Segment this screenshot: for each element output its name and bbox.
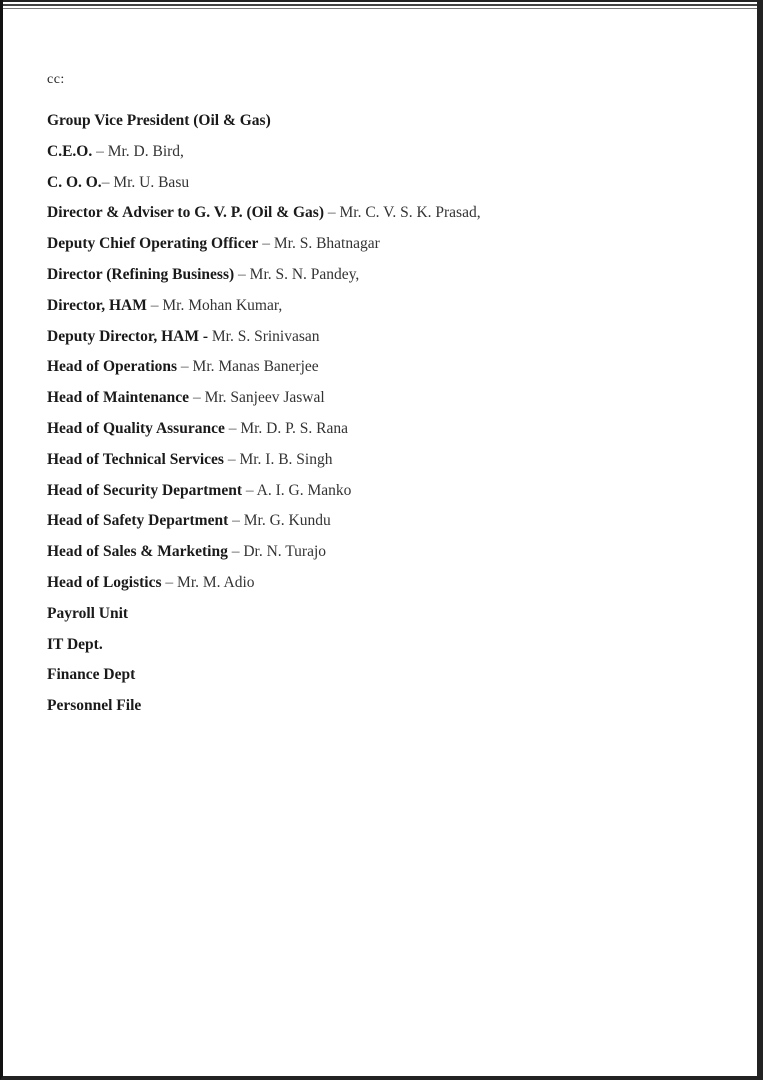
recipient-role: Director & Adviser to G. V. P. (Oil & Gas)	[47, 204, 324, 222]
list-item	[47, 418, 481, 449]
list-item	[47, 634, 481, 665]
recipient-role: Director (Refining Business)	[47, 265, 235, 283]
separator: –	[227, 543, 244, 561]
list-item	[47, 233, 481, 264]
separator: –	[161, 573, 178, 591]
separator: –	[228, 512, 244, 530]
recipient-name: Mr. S. N. Pandey,	[249, 265, 360, 283]
recipient-name: Mr. D. Bird,	[107, 142, 184, 160]
recipient-name: Mr. Mohan Kumar,	[162, 296, 283, 314]
separator: –	[177, 358, 193, 376]
recipient-name: Mr. D. P. S. Rana	[240, 419, 348, 437]
recipient-role: C.E.O.	[47, 142, 93, 160]
recipient-name: Dr. N. Turajo	[243, 543, 327, 561]
separator: –	[189, 389, 205, 407]
separator: –	[223, 450, 240, 468]
list-item	[47, 356, 481, 387]
list-item	[47, 480, 481, 511]
list-item	[47, 664, 481, 695]
recipient-name: Mr. C. V. S. K. Prasad,	[339, 204, 481, 222]
list-item	[47, 326, 481, 357]
recipient-role: Head of Safety Department	[47, 512, 229, 530]
list-item	[47, 387, 481, 418]
recipient-name: Mr. S. Srinivasan	[211, 327, 320, 345]
separator: –	[101, 173, 114, 191]
separator: –	[323, 204, 340, 222]
recipient-role: Director, HAM	[47, 296, 147, 314]
separator: –	[258, 235, 274, 253]
recipient-role: Head of Quality Assurance	[47, 419, 225, 437]
recipient-name: Mr. G. Kundu	[243, 512, 331, 530]
recipient-role: Head of Logistics	[47, 573, 162, 591]
list-item	[47, 572, 481, 603]
list-item	[47, 110, 481, 141]
list-item	[47, 172, 481, 203]
recipient-name: Mr. M. Adio	[177, 573, 255, 591]
recipient-role: Group Vice President (Oil & Gas)	[47, 112, 271, 129]
list-item	[47, 695, 481, 726]
recipient-role: Personnel File	[47, 697, 142, 715]
recipient-name: Mr. Manas Banerjee	[192, 358, 319, 376]
list-item	[47, 202, 481, 233]
list-item	[47, 541, 481, 572]
list-item	[47, 449, 481, 480]
recipient-role: Deputy Director, HAM -	[47, 327, 208, 345]
separator: –	[92, 142, 108, 160]
cc-recipient-list	[47, 110, 481, 726]
recipient-name: Mr. U. Basu	[113, 173, 190, 191]
recipient-role: Head of Technical Services	[47, 450, 224, 468]
list-item	[47, 510, 481, 541]
top-border-rule	[3, 0, 757, 11]
recipient-role: C. O. O.	[47, 173, 102, 191]
separator: –	[242, 481, 257, 499]
separator: –	[224, 419, 241, 437]
recipient-role: Head of Operations	[47, 358, 178, 376]
list-item	[47, 264, 481, 295]
recipient-name: Mr. Sanjeev Jaswal	[204, 389, 325, 407]
list-item	[47, 603, 481, 634]
recipient-name: A. I. G. Manko	[256, 481, 352, 499]
separator: –	[234, 265, 250, 283]
recipient-name: Mr. I. B. Singh	[239, 450, 333, 468]
recipient-name: Mr. S. Bhatnagar	[273, 235, 380, 253]
recipient-role: Payroll Unit	[47, 604, 129, 622]
recipient-role: Deputy Chief Operating Officer	[47, 235, 259, 253]
recipient-role: Head of Sales & Marketing	[47, 543, 228, 561]
recipient-role: Head of Maintenance	[47, 389, 190, 407]
list-item	[47, 295, 481, 326]
recipient-role: IT Dept.	[47, 635, 103, 653]
recipient-role: Head of Security Department	[47, 481, 242, 499]
separator: –	[146, 296, 163, 314]
list-item	[47, 141, 481, 172]
recipient-role: Finance Dept	[47, 666, 136, 684]
cc-label: cc:	[47, 72, 65, 87]
